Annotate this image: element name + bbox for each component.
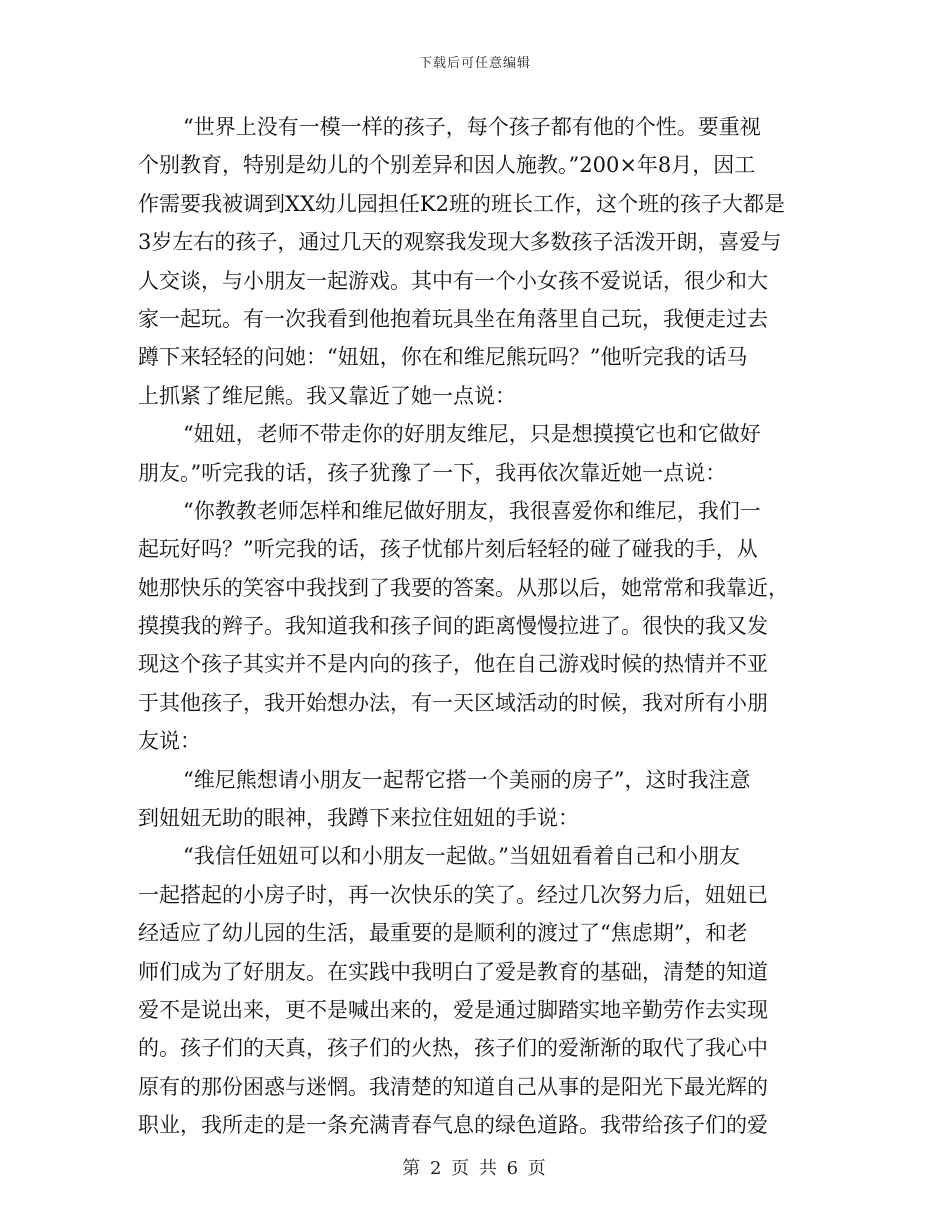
text-line: 职业，我所走的是一条充满青春气息的绿色道路。我带给孩子们的爱 [138, 1113, 768, 1138]
text-line: 起玩好吗？”听完我的话，孩子忧郁片刻后轻轻的碰了碰我的手，从 [138, 537, 758, 562]
text-line: 于其他孩子，我开始想办法，有一天区域活动的时候，我对所有小朋 [138, 690, 768, 715]
text-line: 她那快乐的笑容中我找到了我要的答案。从那以后，她常常和我靠近， [138, 575, 789, 600]
page-header: 下载后可任意编辑 [418, 56, 531, 71]
text-line: 原有的那份困惑与迷惘。我清楚的知道自己从事的是阳光下最光辉的 [138, 1074, 768, 1099]
text-line: 师们成为了好朋友。在实践中我明白了爱是教育的基础，清楚的知道 [138, 959, 768, 984]
text-line: 爱不是说出来，更不是喊出来的，爱是通过脚踏实地辛勤劳作去实现 [138, 997, 768, 1022]
text-line: 上抓紧了维尼熊。我又靠近了她一点说： [138, 383, 516, 408]
text-line: 人交谈，与小朋友一起游戏。其中有一个小女孩不爱说话，很少和大 [138, 268, 768, 293]
document-body [138, 108, 812, 1145]
text-line: 家一起玩。有一次我看到他抱着玩具坐在角落里自己玩，我便走过去 [138, 306, 768, 331]
text-line: 蹲下来轻轻的问她：“妞妞，你在和维尼熊玩吗？”他听完我的话马 [138, 345, 748, 370]
text-line: “维尼熊想请小朋友一起帮它搭一个美丽的房子”，这时我注意 [183, 767, 751, 792]
text-line: 摸摸我的辫子。我知道我和孩子间的距离慢慢拉进了。很快的我又发 [138, 614, 768, 639]
text-line: 3岁左右的孩子，通过几天的观察我发现大多数孩子活泼开朗，喜爱与 [138, 230, 782, 255]
text-line: 到妞妞无助的眼神，我蹲下来拉住妞妞的手说： [138, 806, 579, 831]
text-line: 朋友。”听完我的话，孩子犹豫了一下，我再依次靠近她一点说： [138, 460, 727, 485]
text-line: “妞妞，老师不带走你的好朋友维尼，只是想摸摸它也和它做好 [183, 422, 761, 447]
text-line: 现这个孩子其实并不是内向的孩子，他在自己游戏时候的热情并不亚 [138, 652, 768, 677]
text-line: 一起搭起的小房子时，再一次快乐的笑了。经过几次努力后，妞妞已 [138, 882, 768, 907]
text-line: “我信任妞妞可以和小朋友一起做。”当妞妞看着自己和小朋友 [183, 844, 740, 869]
text-line: 友说： [138, 729, 201, 754]
text-line: “你教教老师怎样和维尼做好朋友，我很喜爱你和维尼，我们一 [183, 498, 761, 523]
page-footer: 第 2 页 共 6 页 [402, 1158, 548, 1179]
text-line: 作需要我被调到XX幼儿园担任K2班的班长工作，这个班的孩子大都是 [138, 191, 785, 216]
text-line: 个别教育，特别是幼儿的个别差异和因人施教。”200×年8月，因工 [138, 153, 756, 178]
text-line: “世界上没有一模一样的孩子，每个孩子都有他的个性。要重视 [183, 115, 761, 139]
text-line: 的。孩子们的天真，孩子们的火热，孩子们的爱渐渐的取代了我心中 [138, 1036, 768, 1061]
text-line: 经适应了幼儿园的生活，最重要的是顺利的渡过了“焦虑期”，和老 [138, 921, 748, 946]
